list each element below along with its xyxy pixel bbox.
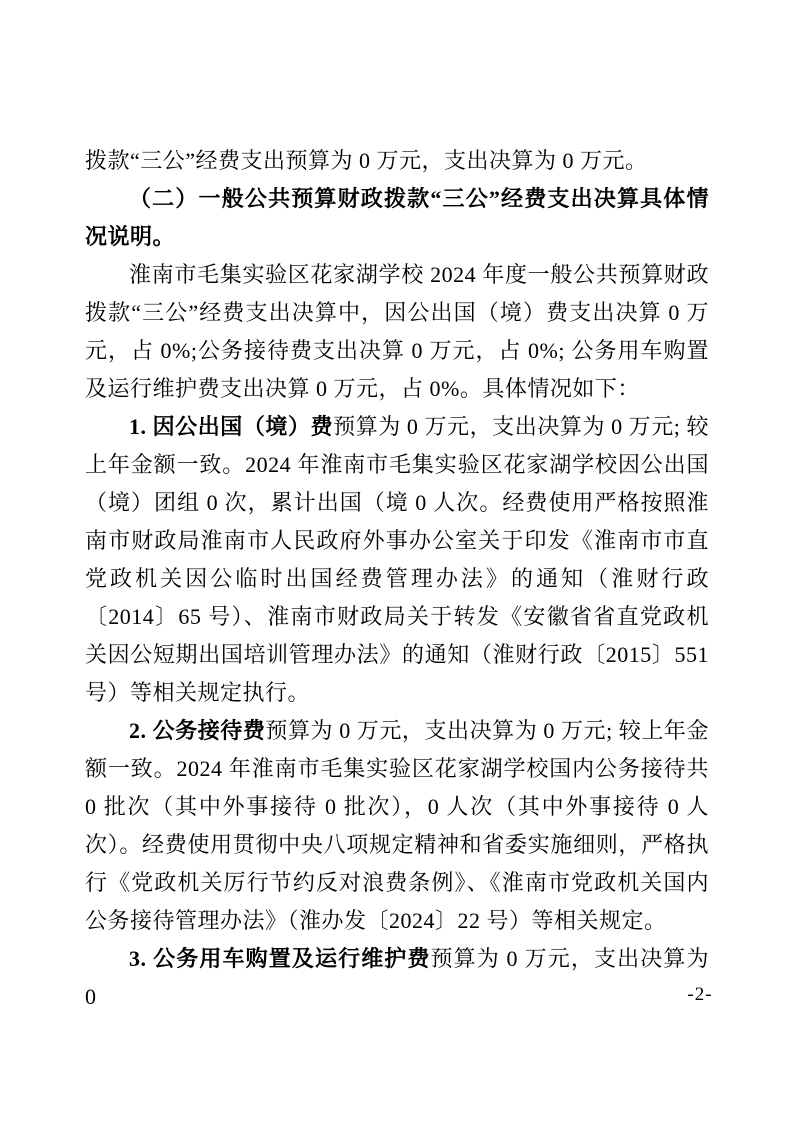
page-number: -2- [687, 984, 713, 1005]
bold-text-run: （二）一般公共预算财政拨款“三公”经费支出决算具体情况说明。 [85, 186, 709, 249]
para-heading-section-2 [85, 180, 709, 256]
bold-text-run: 1. 因公出国（境）费 [129, 414, 334, 439]
bold-text-run: 3. 公务用车购置及运行维护费 [129, 946, 431, 971]
bold-text-run: 2. 公务接待费 [129, 718, 266, 743]
text-run: 预算为 0 万元，支出决算为 0 [85, 946, 709, 1009]
document-body [85, 142, 709, 1016]
text-run: 预算为 0 万元，支出决算为 0 万元; 较上年金额一致。2024 年淮南市毛集实验区花家湖学校国内公务接待共 0 批次（其中外事接待 0 批次），0 人次（其中外事接待 0 人次）。经费使用贯彻中央八项规定精神和省委实施细则，严格执行《党政机关厉行节约反对浪费条例》、《淮南市党政机关国内公务接待管理办法》（淮办发〔2024〕22 号）等相关规定。 [85, 718, 709, 933]
text-run: 淮南市毛集实验区花家湖学校 2024 年度一般公共预算财政拨款“三公”经费支出决算中，因公出国（境）费支出决算 0 万元，占 0%;公务接待费支出决算 0 万元，占 0%; 公务用车购置及运行维护费支出决算 0 万元，占 0%。具体情况如下： [85, 262, 709, 401]
text-run: 拨款“三公”经费支出预算为 0 万元，支出决算为 0 万元。 [85, 148, 648, 173]
para-overview [85, 256, 709, 408]
text-run: 预算为 0 万元，支出决算为 0 万元; 较上年金额一致。2024 年淮南市毛集实验区花家湖学校因公出国（境）团组 0 次，累计出国（境 0 人次。经费使用严格按照淮南市财政局淮南市人民政府外事办公室关于印发《淮南市市直党政机关因公临时出国经费管理办法》的通知（淮财行政〔2014〕65 号）、淮南市财政局关于转发《安徽省省直党政机关因公短期出国培训管理办法》的通知（淮财行政〔2015〕551 号）等相关规定执行。 [85, 414, 709, 705]
para-item-2-official-reception-fee [85, 712, 709, 940]
para-item-1-overseas-trips-fee [85, 408, 709, 712]
para-item-3-official-vehicle-fee [85, 940, 709, 1016]
para-continuation-from-previous-page [85, 142, 709, 180]
